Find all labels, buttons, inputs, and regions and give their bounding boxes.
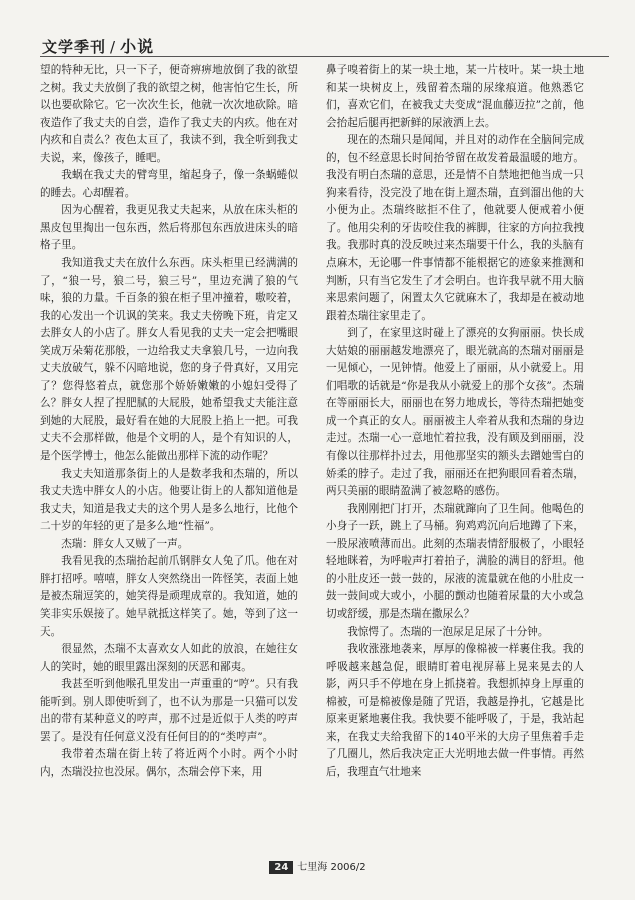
paragraph: 望的特种无比，只一下子，便奇痹痹地放倒了我的欲望之树。我丈夫放倒了我的欲望之树，他害怕它生长，所以也要砍除它。它一次次生长，他就一次次地砍除。暗夜造作了我丈夫的自尝，造作了我丈夫的内疚。他在对内疚和自责么？夜色太亘了，我读不到，我全听到我丈夫说，来，像孩子，睡吧。 (40, 64, 298, 164)
header-rule (40, 56, 609, 57)
page-footer (0, 858, 635, 874)
left-column (40, 62, 298, 842)
paragraph: 我丈夫知道那条街上的人是数孝我和杰瑞的，所以我丈夫选中胖女人的小店。他要让街上的人都知道他是我丈夫，知道是我丈夫的这个男人是多么地行，比他个二十岁的年轻的更了是多么地“性福”。 (40, 467, 298, 533)
paragraph: 我知道我丈夫在放什么东西。床头柜里已经满满的了，“狼一号，狼二号，狼三号”，里边充满了狼的气味，狼的力量。千百条的狼在柜子里冲撞着，嗷咬着，我的心发出一个讥讽的笑来。我丈夫傍晚下班，肯定又去胖女人的小店了。胖女人看见我的丈夫一定会把嘴眼笑成万朵菊花那般，一边给我丈夫拿狼几号，一边向我丈夫放破气，躲不闪暗地说，您的身子骨真好，又用完了？您得悠着点，就您那个娇娇嫩嫩的小媳妇受得了么？胖女人捏了捏肥腻的大屁股，她希望我丈夫能注意到她的大屁股，最好看在她的大屁股上掐上一把。可我丈夫不会那样做，他是个文明的人，是个有知识的人，是个医学博士，他怎么能做出那样下流的动作呢？ (40, 257, 298, 463)
paragraph: 因为心醒着，我更见我丈夫起来，从放在床头柜的黑皮包里掏出一包东西，然后将那包东西放进床头的暗格子里。 (40, 204, 298, 252)
paragraph: 杰瑞：胖女人又贼了一声。 (61, 537, 189, 550)
paragraph: 我带着杰瑞在街上转了将近两个小时。两个小时内，杰瑞没拉也没尿。偶尔，杰瑞会停下来，用 (40, 748, 298, 778)
paragraph: 我收涨涨地袭来，厚厚的像棉被一样裹住我。我的呼吸越来越急促，眼睛盯着电视屏幕上晃来晃去的人影，两只手不停地在身上抓挠着。我想抓掉身上厚重的棉被，可是棉被像是随了咒语，我越是挣扎，它越是比原来更紧地裹住我。我快要不能呼吸了，于是，我站起来，在我丈夫给我留下的140平米的大房子里焦着手走了几圈儿，然后我决定正大光明地去做一件事情。再然后，我理直气壮地来 (326, 643, 584, 778)
paragraph: 我惊愕了。杰瑞的一泡尿足足尿了十分钟。 (347, 625, 549, 638)
paragraph: 我蜗在我丈夫的臂弯里，缩起身子，像一条蜗蜷似的睡去。心却醒着。 (40, 169, 298, 199)
paragraph: 我看见我的杰瑞抬起前爪钢胖女人兔了爪。他在对胖打招呼。嘻嘻，胖女人突然绕出一阵怪笑，表面上她是被杰瑞逗笑的，她笑得是顽理成章的。我知道，她的笑非实乐娱接了。她早就抵这样笑了。她，等到了这一天。 (40, 555, 298, 638)
paragraph: 到了，在家里这时碰上了漂亮的女狗丽丽。快长成大姑娘的丽丽越发地漂亮了，眼光就高的杰瑞对丽丽是一见倾心，一见钟情。他爱上了丽丽，从小就爱上。用们唱歌的话就是“你是我从小就爱上的那个女孩”。杰瑞在等丽丽长大，丽丽也在努力地成长，等待杰瑞把她变成一个真正的女人。丽丽被主人牵着从我和杰瑞的身边走过。杰瑞一心一意地忙着拉我，没有顾及到丽丽，没有像以往那样扑过去，用他那坚实的额头去蹭她雪白的娇柔的脖子。走过了我，丽丽还在把狗眼回看着杰瑞，两只美丽的眼睛盈满了被忽略的感伤。 (326, 327, 584, 498)
header-separator: / (110, 38, 117, 56)
page-number: 24 (269, 861, 293, 874)
paragraph: 鼻子嗅着街上的某一块土地，某一片枝叶。某一块土地和某一块树皮上，残留着杰瑞的尿缘痕道。他熟悉它们，喜欢它们，在被我丈夫变成“混血藤迈拉”之前，他会抬起后腿再把新鲜的尿液洒上去。 (326, 64, 584, 129)
paragraph: 很显然，杰瑞不太喜欢女人如此的放浪，在她往女人的笑时，她的眼里露出深刻的厌恶和鄙夷。 (40, 643, 298, 673)
paragraph: 我甚至听到他喉孔里发出一声重重的“哼”。只有我能听到。别人即使听到了，也不认为那是一只猫可以发出的带有某种意义的哼声，那不过是近似于人类的哼声罢了。是没有任何意义没有任何目的的“类哼声”。 (40, 678, 298, 743)
paragraph: 我刚刚把门打开，杰瑞就蹿向了卫生间。他喝色的小身子一跃，跳上了马桶。狗鸡鸡沉向后地蹲了下来，一股尿液喷薄而出。此刻的杰瑞表情舒服极了，小眼轻轻地眯着，为呼啦声打着拍子，满脸的满目的舒坦。他的小肚皮还一鼓一鼓的，尿液的流量就在他的小肚皮一鼓一鼓间或大或小，小腿的颤动也随着尿量的大小或急切或舒缓，那是杰瑞在撒尿么？ (326, 502, 584, 620)
running-header (42, 34, 154, 57)
publication-info: 七里海 2006/2 (297, 862, 366, 873)
right-column (326, 62, 584, 842)
paragraph: 现在的杰瑞只是闻闻，并且对的动作在全脑间完成的，包不经意思长时间抬爷留在故发着最温暖的地方。我没有明白杰瑞的意思，还是情不自禁地把他当成一只狗来看待，没完没了地在街上遛杰瑞，直到溜出他的大小便为止。杰瑞终眩拒不住了，他就要人便戒着小便了。他用尖利的牙齿咬住我的裤脚，往家的方向拉我拽我。我那时真的没反映过来杰瑞要干什么，我的头脑有点麻木，无论哪一件事情都不能根据它的迹象来推测和判断，只有当它发生了才会明白。也许我早就不用大脑来思索问题了，闲置太久它就麻木了，我却是在被动地跟着杰瑞往家里走了。 (326, 134, 584, 322)
section-name: 小说 (120, 37, 155, 56)
magazine-name: 文学季刊 (42, 38, 107, 56)
